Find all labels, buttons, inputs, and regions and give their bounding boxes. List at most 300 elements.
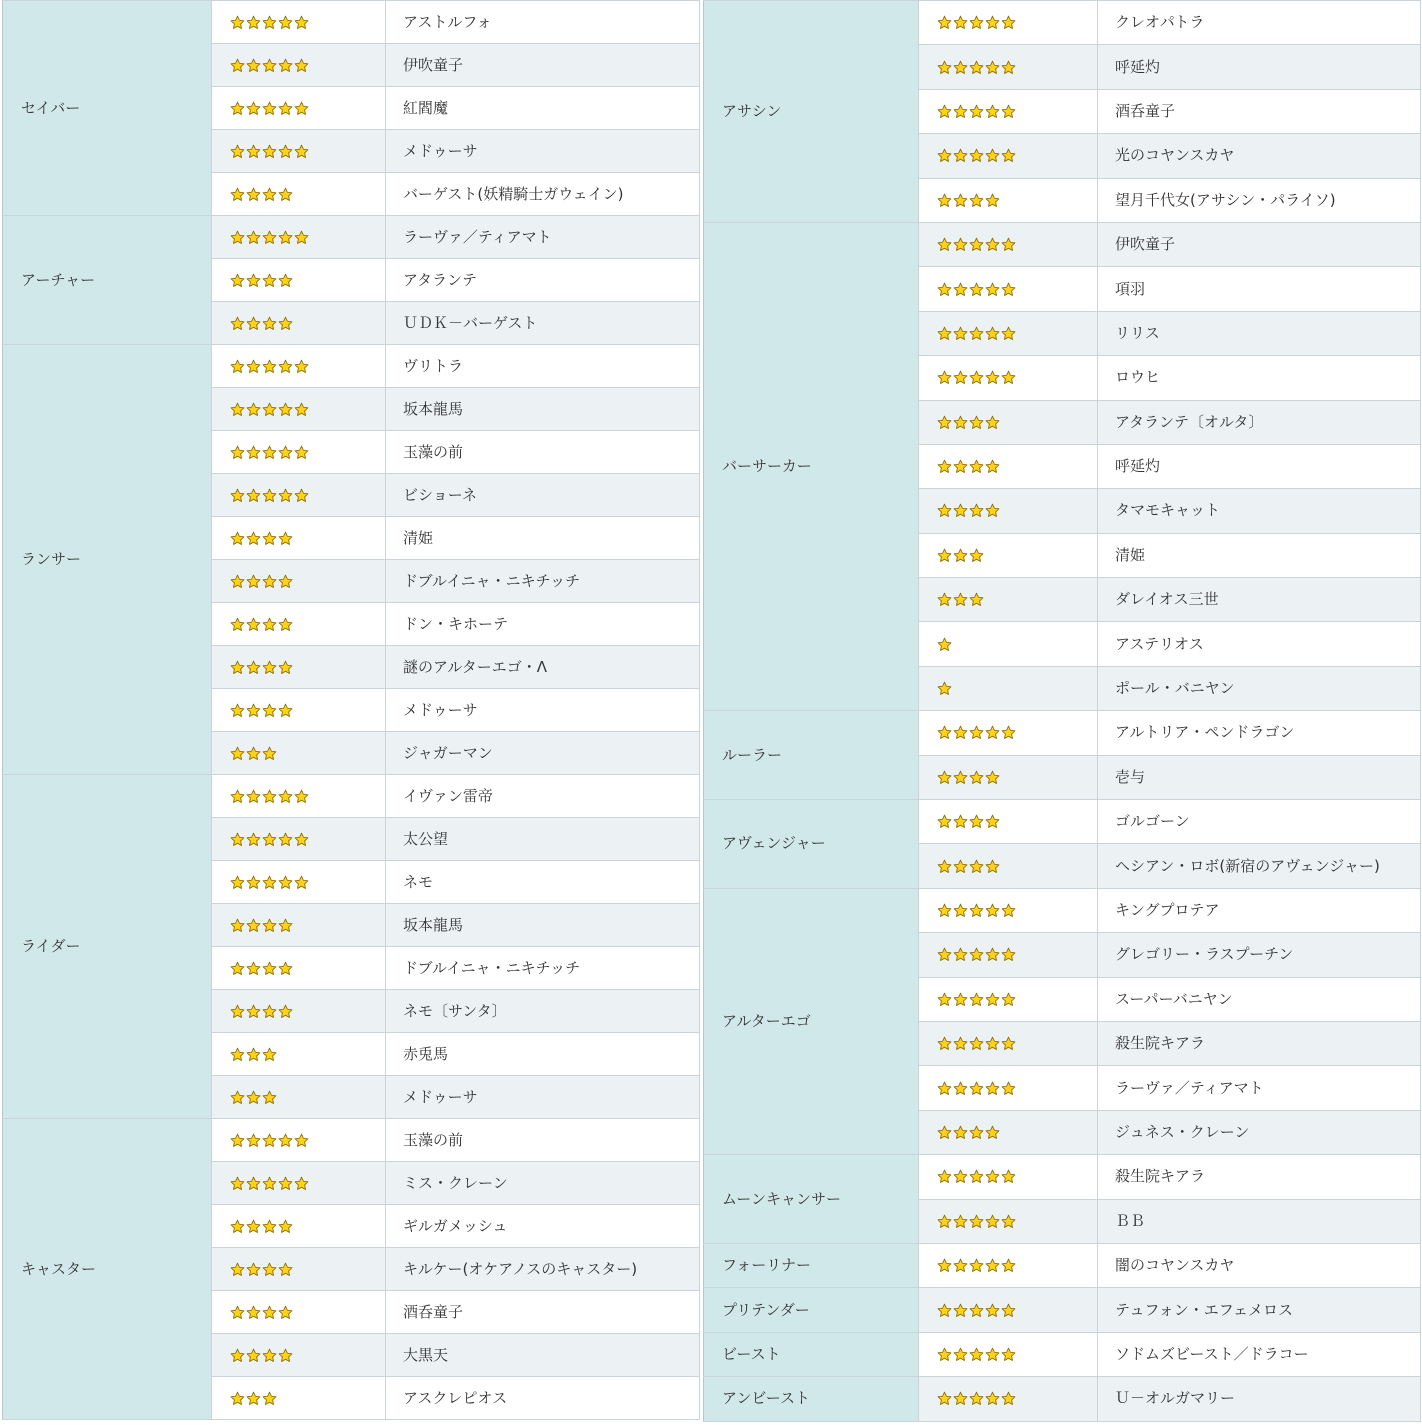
star-icon xyxy=(246,1391,262,1406)
star-icon xyxy=(278,402,294,417)
rarity-stars xyxy=(230,1219,294,1234)
rarity-stars xyxy=(937,237,1017,252)
servant-name: ドブルイニャ・ニキチッチ xyxy=(386,560,700,603)
star-icon xyxy=(246,402,262,417)
left-table-body xyxy=(3,1,700,1420)
star-icon xyxy=(278,703,294,718)
star-icon xyxy=(937,237,953,252)
servant-name: ヴリトラ xyxy=(386,345,700,388)
star-icon xyxy=(278,1219,294,1234)
star-icon xyxy=(278,187,294,202)
rarity-cell xyxy=(212,517,386,560)
star-icon xyxy=(246,531,262,546)
star-icon xyxy=(1001,148,1017,163)
rarity-cell xyxy=(212,388,386,431)
star-icon xyxy=(262,488,278,503)
rarity-stars xyxy=(230,488,310,503)
star-icon xyxy=(985,1347,1001,1362)
star-icon xyxy=(246,1004,262,1019)
star-icon xyxy=(1001,947,1017,962)
star-icon xyxy=(969,1391,985,1406)
rarity-cell xyxy=(919,1377,1098,1421)
rarity-stars xyxy=(230,1305,294,1320)
star-icon xyxy=(985,193,1001,208)
rarity-cell xyxy=(212,130,386,173)
rarity-stars xyxy=(230,316,294,331)
star-icon xyxy=(969,814,985,829)
rarity-stars xyxy=(937,814,1001,829)
servant-name: 玉藻の前 xyxy=(386,1119,700,1162)
star-icon xyxy=(262,273,278,288)
servant-name: 酒呑童子 xyxy=(1098,89,1421,133)
star-icon xyxy=(1001,1391,1017,1406)
star-icon xyxy=(246,58,262,73)
star-icon xyxy=(1001,1081,1017,1096)
rarity-cell xyxy=(919,755,1098,799)
star-icon xyxy=(953,947,969,962)
star-icon xyxy=(278,961,294,976)
star-icon xyxy=(262,832,278,847)
rarity-stars xyxy=(937,15,1017,30)
star-icon xyxy=(953,370,969,385)
rarity-stars xyxy=(937,548,985,563)
star-icon xyxy=(969,15,985,30)
star-icon xyxy=(953,859,969,874)
star-icon xyxy=(1001,992,1017,1007)
rarity-stars xyxy=(937,725,1017,740)
class-cell: ムーンキャンサー xyxy=(704,1155,919,1244)
servant-name: ＢＢ xyxy=(1098,1199,1421,1243)
rarity-stars xyxy=(230,1262,294,1277)
star-icon xyxy=(262,1219,278,1234)
star-icon xyxy=(230,316,246,331)
star-icon xyxy=(953,282,969,297)
star-icon xyxy=(969,859,985,874)
servant-name: アタランテ xyxy=(386,259,700,302)
star-icon xyxy=(262,875,278,890)
rarity-cell xyxy=(919,622,1098,666)
table-row xyxy=(704,1332,1421,1376)
star-icon xyxy=(262,1133,278,1148)
star-icon xyxy=(294,230,310,245)
star-icon xyxy=(969,148,985,163)
star-icon xyxy=(969,1347,985,1362)
star-icon xyxy=(262,617,278,632)
star-icon xyxy=(937,1258,953,1273)
table-row xyxy=(704,1155,1421,1199)
star-icon xyxy=(262,1348,278,1363)
star-icon xyxy=(953,503,969,518)
star-icon xyxy=(278,230,294,245)
rarity-cell xyxy=(212,1,386,44)
star-icon xyxy=(937,592,953,607)
table-row xyxy=(704,1288,1421,1332)
class-cell: フォーリナー xyxy=(704,1243,919,1287)
star-icon xyxy=(969,1125,985,1140)
servant-name: 赤兎馬 xyxy=(386,1033,700,1076)
rarity-cell xyxy=(212,775,386,818)
star-icon xyxy=(1001,1036,1017,1051)
rarity-cell xyxy=(919,666,1098,710)
star-icon xyxy=(246,574,262,589)
rarity-cell xyxy=(212,646,386,689)
star-icon xyxy=(230,918,246,933)
star-icon xyxy=(278,617,294,632)
star-icon xyxy=(969,193,985,208)
star-icon xyxy=(969,237,985,252)
servant-name: 清姫 xyxy=(386,517,700,560)
servant-name: 坂本龍馬 xyxy=(386,388,700,431)
star-icon xyxy=(969,370,985,385)
rarity-stars xyxy=(230,875,310,890)
star-icon xyxy=(985,503,1001,518)
star-icon xyxy=(278,918,294,933)
rarity-stars xyxy=(937,592,985,607)
rarity-cell xyxy=(919,1021,1098,1065)
servant-name: スーパーバニヤン xyxy=(1098,977,1421,1021)
rarity-cell xyxy=(212,818,386,861)
star-icon xyxy=(1001,1214,1017,1229)
star-icon xyxy=(246,230,262,245)
star-icon xyxy=(937,681,953,696)
star-icon xyxy=(985,947,1001,962)
rarity-cell xyxy=(212,474,386,517)
servant-name: 殺生院キアラ xyxy=(1098,1021,1421,1065)
class-cell: アーチャー xyxy=(3,216,212,345)
rarity-cell xyxy=(919,400,1098,444)
star-icon xyxy=(953,1081,969,1096)
rarity-cell xyxy=(919,933,1098,977)
rarity-stars xyxy=(937,681,953,696)
rarity-cell xyxy=(212,44,386,87)
star-icon xyxy=(246,144,262,159)
star-icon xyxy=(937,1391,953,1406)
rarity-stars xyxy=(937,1125,1001,1140)
star-icon xyxy=(262,1262,278,1277)
rarity-cell xyxy=(212,1162,386,1205)
star-icon xyxy=(953,1125,969,1140)
servant-name: アストルフォ xyxy=(386,1,700,44)
star-icon xyxy=(230,273,246,288)
rarity-cell xyxy=(919,888,1098,932)
star-icon xyxy=(294,101,310,116)
rarity-cell xyxy=(919,711,1098,755)
star-icon xyxy=(953,1214,969,1229)
rarity-cell xyxy=(212,173,386,216)
star-icon xyxy=(246,187,262,202)
rarity-cell xyxy=(919,134,1098,178)
star-icon xyxy=(1001,282,1017,297)
star-icon xyxy=(1001,903,1017,918)
servant-name: ドン・キホーテ xyxy=(386,603,700,646)
star-icon xyxy=(246,617,262,632)
rarity-cell xyxy=(919,977,1098,1021)
star-icon xyxy=(278,316,294,331)
star-icon xyxy=(937,1214,953,1229)
star-icon xyxy=(278,574,294,589)
star-icon xyxy=(1001,725,1017,740)
class-cell: アヴェンジャー xyxy=(704,800,919,889)
star-icon xyxy=(985,459,1001,474)
rarity-stars xyxy=(937,282,1017,297)
star-icon xyxy=(937,282,953,297)
star-icon xyxy=(953,992,969,1007)
star-icon xyxy=(246,1047,262,1062)
star-icon xyxy=(969,459,985,474)
rarity-cell xyxy=(919,844,1098,888)
table-row xyxy=(704,1,1421,45)
class-cell: ライダー xyxy=(3,775,212,1119)
star-icon xyxy=(246,961,262,976)
star-icon xyxy=(1001,60,1017,75)
star-icon xyxy=(246,1176,262,1191)
servant-name: アルトリア・ペンドラゴン xyxy=(1098,711,1421,755)
star-icon xyxy=(937,859,953,874)
star-icon xyxy=(937,637,953,652)
star-icon xyxy=(230,1219,246,1234)
star-icon xyxy=(985,148,1001,163)
rarity-stars xyxy=(937,415,1001,430)
star-icon xyxy=(937,370,953,385)
star-icon xyxy=(937,148,953,163)
class-cell: ビースト xyxy=(704,1332,919,1376)
star-icon xyxy=(230,1305,246,1320)
star-icon xyxy=(262,230,278,245)
rarity-stars xyxy=(937,1347,1017,1362)
star-icon xyxy=(246,316,262,331)
rarity-stars xyxy=(230,961,294,976)
table-row xyxy=(3,345,700,388)
rarity-cell xyxy=(212,431,386,474)
star-icon xyxy=(937,548,953,563)
star-icon xyxy=(230,1090,246,1105)
star-icon xyxy=(969,326,985,341)
star-icon xyxy=(953,725,969,740)
rarity-stars xyxy=(937,60,1017,75)
star-icon xyxy=(262,918,278,933)
star-icon xyxy=(985,859,1001,874)
right-table-body xyxy=(704,1,1421,1422)
star-icon xyxy=(230,1348,246,1363)
star-icon xyxy=(246,1305,262,1320)
rarity-stars xyxy=(230,402,310,417)
servant-name: グレゴリー・ラスプーチン xyxy=(1098,933,1421,977)
rarity-stars xyxy=(230,187,294,202)
rarity-stars xyxy=(230,230,310,245)
servant-name: 望月千代女(アサシン・パライソ) xyxy=(1098,178,1421,222)
star-icon xyxy=(937,1347,953,1362)
star-icon xyxy=(969,1258,985,1273)
star-icon xyxy=(294,789,310,804)
rarity-stars xyxy=(230,789,310,804)
star-icon xyxy=(953,903,969,918)
star-icon xyxy=(230,875,246,890)
class-cell: ランサー xyxy=(3,345,212,775)
servant-name: 項羽 xyxy=(1098,267,1421,311)
servant-name: アタランテ〔オルタ〕 xyxy=(1098,400,1421,444)
servant-name: 壱与 xyxy=(1098,755,1421,799)
table-row xyxy=(3,775,700,818)
table-row xyxy=(3,1119,700,1162)
rarity-stars xyxy=(230,660,294,675)
star-icon xyxy=(230,789,246,804)
rarity-cell xyxy=(212,732,386,775)
rarity-stars xyxy=(937,1081,1017,1096)
rarity-cell xyxy=(919,489,1098,533)
star-icon xyxy=(969,1303,985,1318)
star-icon xyxy=(230,445,246,460)
star-icon xyxy=(230,187,246,202)
rarity-cell xyxy=(919,45,1098,89)
rarity-cell xyxy=(919,1,1098,45)
servant-name: ドブルイニャ・ニキチッチ xyxy=(386,947,700,990)
star-icon xyxy=(985,903,1001,918)
star-icon xyxy=(985,770,1001,785)
star-icon xyxy=(985,104,1001,119)
class-cell: セイバー xyxy=(3,1,212,216)
table-row xyxy=(704,222,1421,266)
star-icon xyxy=(937,1081,953,1096)
star-icon xyxy=(278,531,294,546)
rarity-cell xyxy=(212,302,386,345)
rarity-stars xyxy=(937,1214,1017,1229)
star-icon xyxy=(985,1125,1001,1140)
star-icon xyxy=(953,60,969,75)
star-icon xyxy=(953,1347,969,1362)
star-icon xyxy=(278,1176,294,1191)
star-icon xyxy=(278,144,294,159)
servant-name: 大黒天 xyxy=(386,1334,700,1377)
class-cell: バーサーカー xyxy=(704,222,919,710)
star-icon xyxy=(985,1258,1001,1273)
class-cell: アサシン xyxy=(704,1,919,223)
rarity-stars xyxy=(230,15,310,30)
star-icon xyxy=(937,770,953,785)
table-row xyxy=(3,1,700,44)
star-icon xyxy=(230,703,246,718)
star-icon xyxy=(985,282,1001,297)
star-icon xyxy=(230,1047,246,1062)
star-icon xyxy=(278,445,294,460)
star-icon xyxy=(985,326,1001,341)
rarity-stars xyxy=(937,1036,1017,1051)
star-icon xyxy=(953,814,969,829)
star-icon xyxy=(937,1169,953,1184)
star-icon xyxy=(953,459,969,474)
star-icon xyxy=(278,359,294,374)
star-icon xyxy=(246,1219,262,1234)
star-icon xyxy=(985,814,1001,829)
servant-name: テュフォン・エフェメロス xyxy=(1098,1288,1421,1332)
class-cell: キャスター xyxy=(3,1119,212,1420)
servant-name: クレオパトラ xyxy=(1098,1,1421,45)
star-icon xyxy=(953,1169,969,1184)
star-icon xyxy=(953,1303,969,1318)
star-icon xyxy=(246,789,262,804)
servant-name: ジャガーマン xyxy=(386,732,700,775)
servant-name: Ｕ－オルガマリー xyxy=(1098,1377,1421,1421)
star-icon xyxy=(278,789,294,804)
star-icon xyxy=(230,359,246,374)
star-icon xyxy=(969,947,985,962)
servant-name: 太公望 xyxy=(386,818,700,861)
rarity-cell xyxy=(212,861,386,904)
rarity-cell xyxy=(212,689,386,732)
table-row xyxy=(704,800,1421,844)
star-icon xyxy=(1001,1347,1017,1362)
rarity-stars xyxy=(937,1169,1017,1184)
servant-name: 闇のコヤンスカヤ xyxy=(1098,1243,1421,1287)
star-icon xyxy=(230,746,246,761)
servant-name: ヘシアン・ロボ(新宿のアヴェンジャー) xyxy=(1098,844,1421,888)
servant-name: ダレイオス三世 xyxy=(1098,578,1421,622)
rarity-stars xyxy=(230,1090,278,1105)
rarity-stars xyxy=(230,918,294,933)
servant-name: 紅閻魔 xyxy=(386,87,700,130)
rarity-stars xyxy=(937,1303,1017,1318)
star-icon xyxy=(262,746,278,761)
rarity-stars xyxy=(937,326,1017,341)
star-icon xyxy=(969,725,985,740)
star-icon xyxy=(985,1036,1001,1051)
rarity-stars xyxy=(230,1176,310,1191)
star-icon xyxy=(246,445,262,460)
star-icon xyxy=(1001,370,1017,385)
star-icon xyxy=(278,273,294,288)
rarity-cell xyxy=(212,87,386,130)
rarity-cell xyxy=(212,1205,386,1248)
star-icon xyxy=(262,101,278,116)
star-icon xyxy=(969,1081,985,1096)
star-icon xyxy=(278,1133,294,1148)
star-icon xyxy=(262,961,278,976)
rarity-stars xyxy=(230,445,310,460)
table-row xyxy=(704,1377,1421,1421)
star-icon xyxy=(230,402,246,417)
star-icon xyxy=(230,1262,246,1277)
star-icon xyxy=(230,617,246,632)
star-icon xyxy=(1001,237,1017,252)
star-icon xyxy=(969,503,985,518)
star-icon xyxy=(230,1391,246,1406)
star-icon xyxy=(937,459,953,474)
star-icon xyxy=(246,746,262,761)
rarity-stars xyxy=(937,947,1017,962)
rarity-stars xyxy=(937,370,1017,385)
servant-name: ゴルゴーン xyxy=(1098,800,1421,844)
rarity-stars xyxy=(230,1348,294,1363)
table-row xyxy=(704,888,1421,932)
star-icon xyxy=(230,832,246,847)
star-icon xyxy=(953,104,969,119)
servant-name: ラーヴァ／ティアマト xyxy=(386,216,700,259)
servant-name: メドゥーサ xyxy=(386,1076,700,1119)
star-icon xyxy=(262,1004,278,1019)
star-icon xyxy=(294,402,310,417)
rarity-cell xyxy=(212,990,386,1033)
star-icon xyxy=(294,15,310,30)
rarity-stars xyxy=(230,832,310,847)
star-icon xyxy=(953,148,969,163)
star-icon xyxy=(278,660,294,675)
rarity-cell xyxy=(919,444,1098,488)
star-icon xyxy=(262,445,278,460)
rarity-stars xyxy=(937,1391,1017,1406)
star-icon xyxy=(937,193,953,208)
star-icon xyxy=(937,15,953,30)
star-icon xyxy=(953,1258,969,1273)
rarity-stars xyxy=(230,1133,310,1148)
